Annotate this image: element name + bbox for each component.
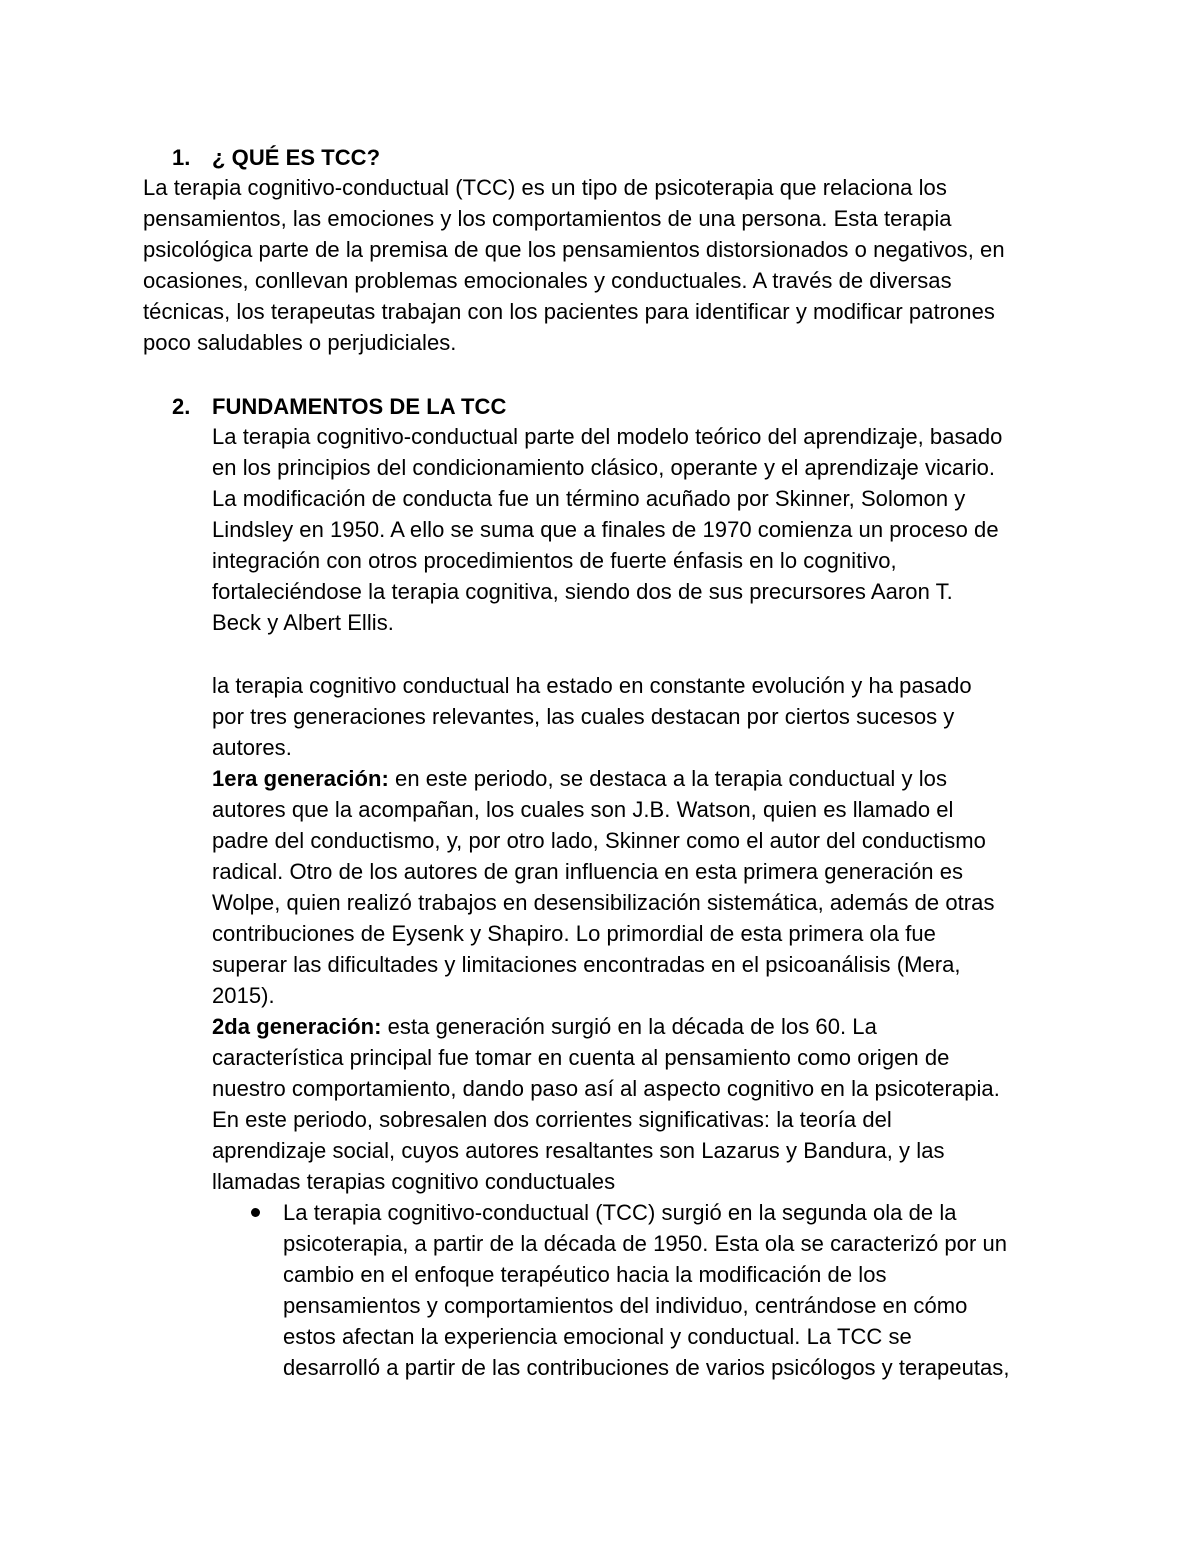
section-2-heading: FUNDAMENTOS DE LA TCC	[212, 394, 507, 419]
gen-1-first-line-text: en este periodo, se destaca a la terapia conductual y los	[388, 766, 948, 791]
gen-2-first-line-text: esta generación surgió en la década de los 60. La	[381, 1014, 877, 1039]
section-2-para-1-line: La terapia cognitivo-conductual parte del modelo teórico del aprendizaje, basado	[212, 424, 1003, 449]
gen-1-line: Wolpe, quien realizó trabajos en desensibilización sistemática, además de otras	[212, 890, 995, 915]
bullet-line: estos afectan la experiencia emocional y conductual. La TCC se	[283, 1324, 912, 1349]
section-1-line: La terapia cognitivo-conductual (TCC) es un tipo de psicoterapia que relaciona los	[143, 175, 947, 200]
section-1-line: poco saludables o perjudiciales.	[143, 330, 457, 355]
section-2-para-1-line: Lindsley en 1950. A ello se suma que a finales de 1970 comienza un proceso de	[212, 517, 999, 542]
section-1-line: ocasiones, conllevan problemas emocionales y conductuales. A través de diversas	[143, 268, 952, 293]
section-1-heading: ¿ QUÉ ES TCC?	[212, 145, 381, 170]
section-2-para-1-line: en los principios del condicionamiento clásico, operante y el aprendizaje vicario.	[212, 455, 996, 480]
bullet-line: cambio en el enfoque terapéutico hacia la modificación de los	[283, 1262, 887, 1287]
gen-1-first-line	[212, 763, 947, 794]
section-2-para-2-line: la terapia cognitivo conductual ha estado en constante evolución y ha pasado	[212, 673, 972, 698]
bullet-line: desarrolló a partir de las contribuciones de varios psicólogos y terapeutas,	[283, 1355, 1010, 1380]
gen-1-line: autores que la acompañan, los cuales son J.B. Watson, quien es llamado el	[212, 797, 954, 822]
section-2-para-2-line: por tres generaciones relevantes, las cuales destacan por ciertos sucesos y	[212, 704, 955, 729]
gen-2-line: llamadas terapias cognitivo conductuales	[212, 1169, 616, 1194]
bullet-line: psicoterapia, a partir de la década de 1950. Esta ola se caracterizó por un	[283, 1231, 1008, 1256]
bullet-icon	[251, 1208, 260, 1217]
gen-2-label: 2da generación:	[212, 1014, 382, 1039]
section-1-line: técnicas, los terapeutas trabajan con los pacientes para identificar y modificar patrones	[143, 299, 995, 324]
gen-1-line: radical. Otro de los autores de gran influencia en esta primera generación es	[212, 859, 964, 884]
bullet-line: La terapia cognitivo-conductual (TCC) surgió en la segunda ola de la	[283, 1200, 957, 1225]
section-2-para-1-line: La modificación de conducta fue un término acuñado por Skinner, Solomon y	[212, 486, 966, 511]
section-1-line: pensamientos, las emociones y los comportamientos de una persona. Esta terapia	[143, 206, 952, 231]
gen-1-line: 2015).	[212, 983, 275, 1008]
bullet-line: pensamientos y comportamientos del individuo, centrándose en cómo	[283, 1293, 968, 1318]
gen-1-line: superar las dificultades y limitaciones encontradas en el psicoanálisis (Mera,	[212, 952, 961, 977]
section-2-para-1-line: Beck y Albert Ellis.	[212, 610, 394, 635]
section-2-para-1-line: integración con otros procedimientos de fuerte énfasis en lo cognitivo,	[212, 548, 897, 573]
gen-2-first-line	[212, 1011, 877, 1042]
section-2-number: 2.	[172, 394, 191, 419]
section-2-para-2-line: autores.	[212, 735, 292, 760]
gen-1-label: 1era generación:	[212, 766, 389, 791]
section-1-line: psicológica parte de la premisa de que los pensamientos distorsionados o negativos, en	[143, 237, 1005, 262]
gen-2-line: aprendizaje social, cuyos autores resaltantes son Lazarus y Bandura, y las	[212, 1138, 945, 1163]
gen-2-line: En este periodo, sobresalen dos corrientes significativas: la teoría del	[212, 1107, 892, 1132]
section-1-number: 1.	[172, 145, 191, 170]
gen-2-line: nuestro comportamiento, dando paso así al aspecto cognitivo en la psicoterapia.	[212, 1076, 1000, 1101]
gen-2-line: característica principal fue tomar en cuenta al pensamiento como origen de	[212, 1045, 950, 1070]
gen-1-line: padre del conductismo, y, por otro lado, Skinner como el autor del conductismo	[212, 828, 986, 853]
section-2-para-1-line: fortaleciéndose la terapia cognitiva, siendo dos de sus precursores Aaron T.	[212, 579, 953, 604]
gen-1-line: contribuciones de Eysenk y Shapiro. Lo primordial de esta primera ola fue	[212, 921, 936, 946]
